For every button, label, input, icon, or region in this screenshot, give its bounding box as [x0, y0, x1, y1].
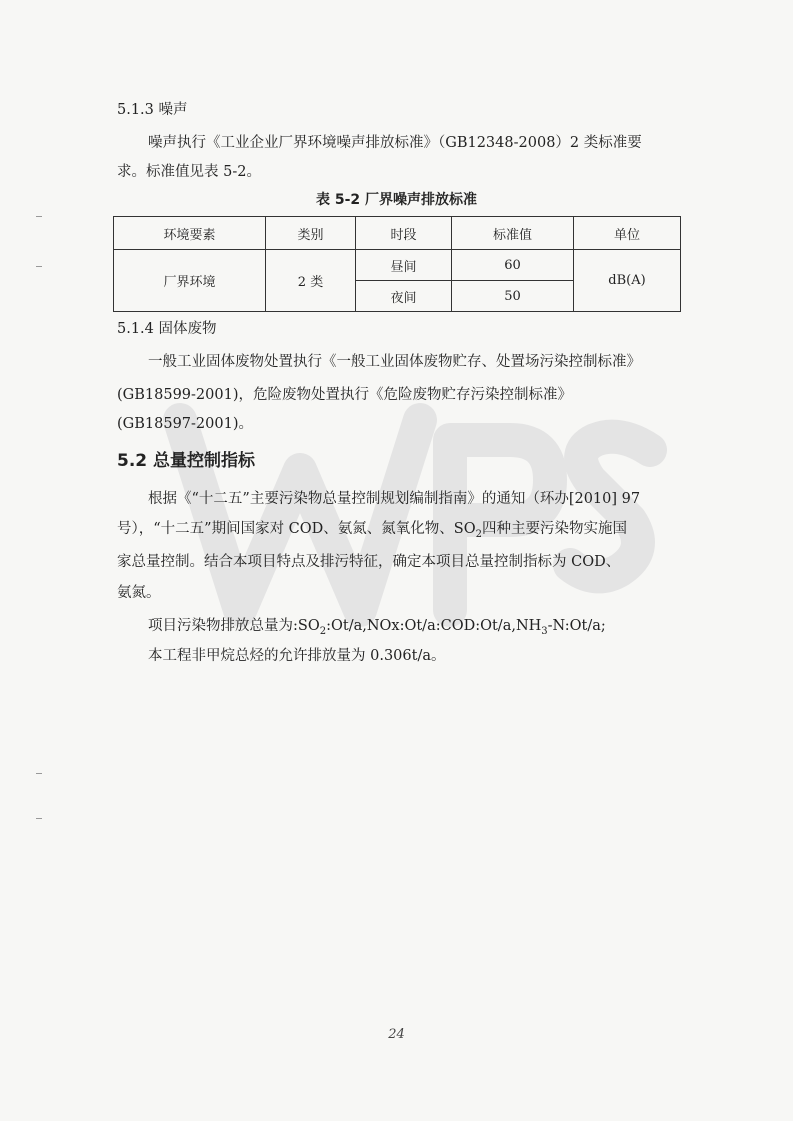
noise-standard-table [113, 216, 681, 312]
section-514-paragraph-line1: 一般工业固体废物处置执行《一般工业固体废物贮存、处置场污染控制标准》 [148, 354, 641, 370]
watermark-label: WPS [600, 600, 603, 601]
line2-text-b: 四种主要污染物实施国 [482, 521, 627, 537]
section-52-paragraph-line4: 氨氮。 [117, 585, 161, 601]
value-cell: 50 [452, 281, 574, 312]
nmhc-allowance-line: 本工程非甲烷总烃的允许排放量为 0.306t/a。 [148, 648, 446, 664]
header-cell: 时段 [356, 217, 452, 250]
emission-total-line [148, 615, 606, 643]
section-513-paragraph-line1: 噪声执行《工业企业厂界环境噪声排放标准》（GB12348-2008）2 类标准要 [148, 135, 642, 151]
period-cell: 夜间 [356, 281, 452, 312]
so2-subscript: 2 [475, 528, 482, 540]
scan-edge-mark [36, 216, 42, 217]
section-52-paragraph-line2 [117, 518, 627, 546]
category-cell: 2 类 [266, 250, 356, 312]
header-cell: 单位 [574, 217, 681, 250]
section-52-heading: 5.2 总量控制指标 [117, 451, 256, 471]
table-caption: 表 5-2 厂界噪声排放标准 [315, 192, 478, 208]
nh3-subscript: 3 [541, 625, 548, 637]
scan-edge-mark [36, 773, 42, 774]
emission-text-a: 项目污染物排放总量为:SO [148, 618, 320, 634]
value-cell: 60 [452, 250, 574, 281]
section-513-paragraph-line2: 求。标准值见表 5-2。 [117, 164, 261, 180]
page-number: 24 [388, 1027, 405, 1042]
emission-text-b: :Ot/a,NOx:Ot/a:COD:Ot/a,NH [326, 618, 542, 634]
section-514-paragraph-line2: (GB18599-2001)，危险废物处置执行《危险废物贮存污染控制标准》 [117, 387, 572, 403]
section-513-heading: 5.1.3 噪声 [117, 102, 188, 118]
header-cell: 环境要素 [114, 217, 266, 250]
section-514-heading: 5.1.4 固体废物 [117, 321, 217, 337]
section-52-paragraph-line3: 家总量控制。结合本项目特点及排污特征，确定本项目总量控制指标为 COD、 [117, 554, 621, 570]
period-cell: 昼间 [356, 250, 452, 281]
so2-subscript: 2 [319, 625, 327, 637]
scan-edge-mark [36, 818, 42, 819]
header-cell: 类别 [266, 217, 356, 250]
emission-text-c: -N:Ot/a; [547, 618, 606, 634]
section-514-paragraph-line3: (GB18597-2001)。 [117, 416, 253, 432]
table-header-row [114, 217, 681, 250]
scan-edge-mark [36, 266, 42, 267]
section-52-paragraph-line1: 根据《“十二五”主要污染物总量控制规划编制指南》的通知（环办[2010] 97 [148, 491, 641, 507]
element-cell: 厂界环境 [114, 250, 266, 312]
header-cell: 标准值 [452, 217, 574, 250]
unit-cell: dB(A) [574, 250, 681, 312]
line2-text-a: 号），“十二五”期间国家对 COD、氨氮、氮氧化物、SO [117, 521, 476, 537]
table-row [114, 250, 681, 281]
